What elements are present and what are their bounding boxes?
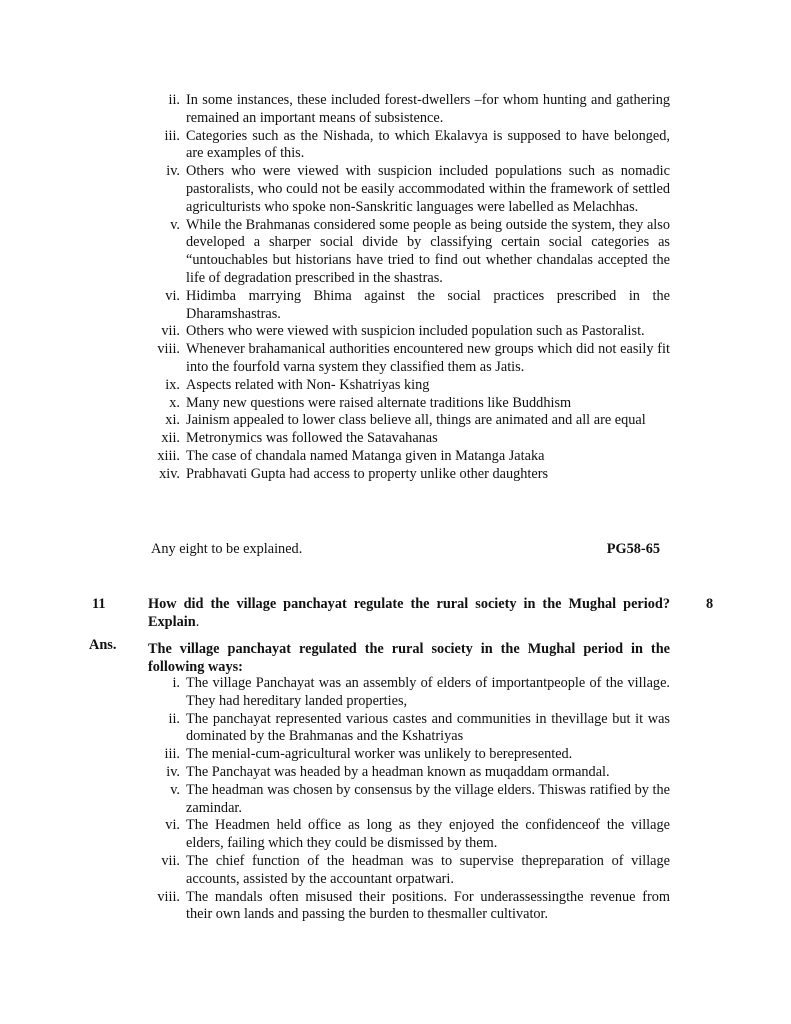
question-text — [148, 595, 670, 631]
item-number: vii. — [161, 323, 180, 340]
page-reference: PG58-65 — [606, 541, 660, 557]
item-number: viii. — [157, 341, 180, 358]
item-text: The menial-cum-agricultural worker was unlikely to berepresented. — [186, 746, 573, 763]
item-number: v. — [170, 216, 180, 233]
list-item — [148, 448, 670, 466]
item-text: The Panchayat was headed by a headman known as muqaddam ormandal. — [186, 763, 610, 780]
item-text: Others who were viewed with suspicion included population such as Pastoralist. — [186, 323, 645, 340]
list-item — [148, 395, 670, 413]
question-number: 11 — [92, 596, 106, 612]
item-number: iii. — [164, 746, 180, 763]
item-number: iii. — [164, 127, 180, 144]
item-text: While the Brahmanas considered some people as being outside the system, they also developed a sharper social divide by classifying certain social categories as “untouchables but historians have tried to find out whether chandalas accepted the life of degradation prescribed in the shastras. — [186, 216, 670, 286]
item-text: The Headmen held office as long as they enjoyed the confidenceof the village elders, failing which they could be dismissed by them. — [186, 817, 670, 852]
item-text: The village Panchayat was an assembly of elders of importantpeople of the village. They had hereditary landed properties, — [186, 675, 670, 709]
item-number: viii. — [157, 888, 180, 905]
item-text: Hidimba marrying Bhima against the social practices prescribed in the Dharamshastras. — [186, 287, 670, 322]
item-text: Metronymics was followed the Satavahanas — [186, 430, 438, 447]
item-text: Whenever brahamanical authorities encountered new groups which did not easily fit into the fourfold varna system they classified them as Jatis. — [186, 341, 670, 375]
list-item — [148, 853, 670, 889]
list-item — [148, 817, 670, 853]
item-number: vii. — [161, 852, 180, 869]
question-marks: 8 — [706, 596, 714, 612]
item-text: Aspects related with Non- Kshatriyas king — [186, 376, 430, 393]
list-item — [148, 128, 670, 164]
item-text: The panchayat represented various castes and communities in thevillage but it was dominated by the Brahmanas and the Kshatriyas — [186, 710, 670, 745]
item-text: The headman was chosen by consensus by the village elders. Thiswas ratified by the zamindar. — [186, 781, 670, 816]
marking-note — [151, 540, 660, 558]
list-item — [148, 288, 670, 324]
item-text: Prabhavati Gupta had access to property unlike other daughters — [186, 465, 549, 482]
item-number: iv. — [166, 163, 180, 180]
list-item — [148, 675, 670, 711]
item-text: The mandals often misused their positions. For underassessingthe revenue from their own lands and passing the burden to thesmaller cultivator. — [186, 888, 670, 923]
item-number: vi. — [165, 817, 180, 834]
list-item — [148, 746, 670, 764]
item-number: x. — [169, 394, 180, 411]
continued-answer-list — [148, 92, 670, 484]
item-text: Many new questions were raised alternate traditions like Buddhism — [186, 394, 572, 411]
item-number: iv. — [166, 763, 180, 780]
item-number: ii. — [168, 92, 180, 108]
item-number: xiii. — [157, 447, 180, 464]
item-number: i. — [172, 675, 180, 691]
any-eight-note: Any eight to be explained. — [151, 541, 303, 557]
list-item — [148, 323, 670, 341]
list-item — [148, 711, 670, 747]
panchayat-answer-list — [148, 675, 670, 924]
question-period: . — [195, 614, 200, 630]
item-number: ii. — [168, 710, 180, 727]
list-item — [148, 412, 670, 430]
item-number: v. — [170, 781, 180, 798]
item-number: vi. — [165, 287, 180, 304]
answer-label: Ans. — [89, 637, 117, 653]
list-item — [148, 782, 670, 818]
item-text: In some instances, these included forest-dwellers –for whom hunting and gathering remained an important means of subsistence. — [186, 92, 670, 126]
item-number: xiv. — [159, 465, 180, 482]
item-text: The case of chandala named Matanga given in Matanga Jataka — [186, 447, 545, 464]
item-text: Categories such as the Nishada, to which Ekalavya is supposed to have belonged, are examples of this. — [186, 127, 670, 162]
list-item — [148, 764, 670, 782]
list-item — [148, 430, 670, 448]
item-number: xii. — [161, 430, 180, 447]
question-body: How did the village panchayat regulate the rural society in the Mughal period? Explain — [148, 596, 670, 630]
list-item — [148, 889, 670, 925]
list-item — [148, 92, 670, 128]
list-item — [148, 163, 670, 216]
list-item — [148, 377, 670, 395]
item-text: Others who were viewed with suspicion included populations such as nomadic pastoralists, who could not be easily accommodated within the framework of settled agriculturists who spoke non-Sanskritic languages were labelled as Melachhas. — [186, 163, 670, 215]
item-text: The chief function of the headman was to supervise thepreparation of village accounts, assisted by the accountant orpatwari. — [186, 852, 670, 887]
answer-intro: The village panchayat regulated the rural society in the Mughal period in the following ways: — [148, 641, 670, 675]
item-text: Jainism appealed to lower class believe all, things are animated and all are equal — [186, 412, 646, 429]
list-item — [148, 341, 670, 377]
list-item — [148, 466, 670, 484]
item-number: ix. — [165, 376, 180, 393]
list-item — [148, 217, 670, 288]
item-number: xi. — [165, 412, 180, 429]
